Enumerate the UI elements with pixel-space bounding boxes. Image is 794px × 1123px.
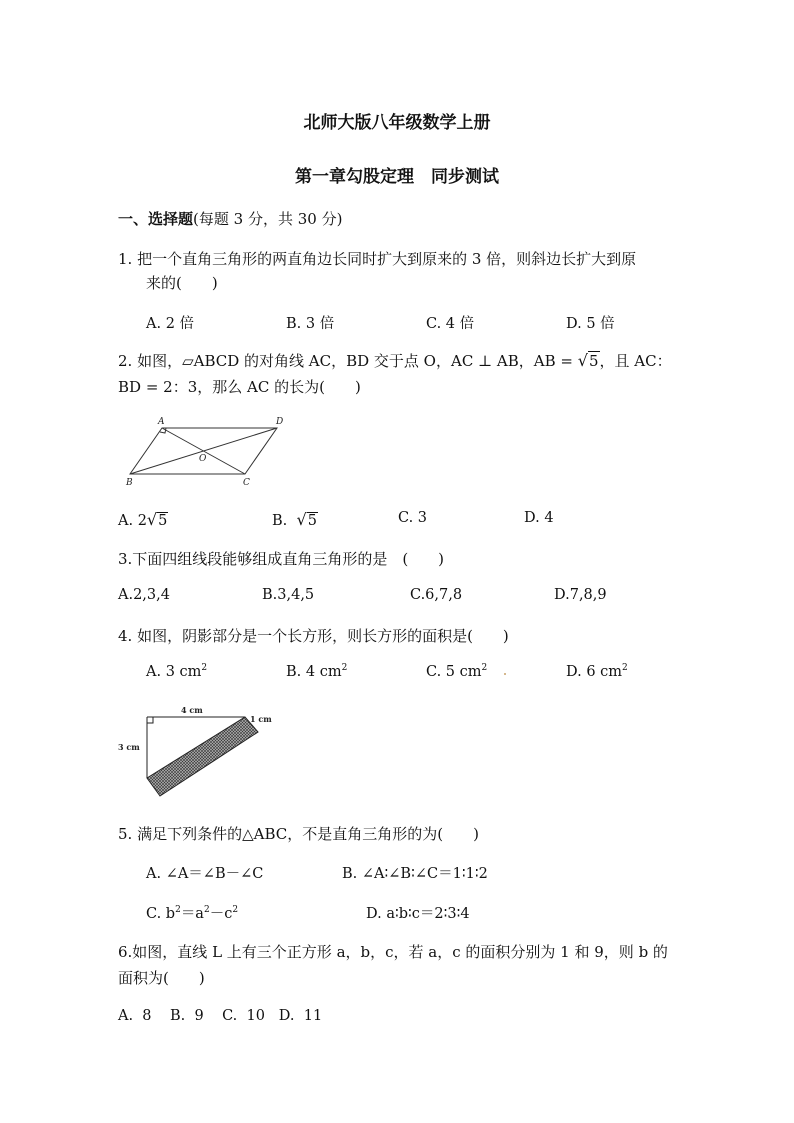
q2-option-a bbox=[118, 510, 168, 529]
q3-option-c: C.6,7,8 bbox=[410, 587, 463, 603]
q4-option-c-text: C. 5 cm bbox=[426, 664, 482, 680]
q6-options: A. 8 B. 9 C. 10 D. 11 bbox=[118, 1008, 323, 1024]
q3-text: 3.下面四组线段能够组成直角三角形的是 ( ) bbox=[118, 550, 445, 568]
right-angle-mark bbox=[147, 717, 153, 723]
q6-text-line1: 6.如图，直线 L 上有三个正方形 a，b，c，若 a，c 的面积分别为 1 和 9，则 b 的 bbox=[118, 943, 668, 961]
q5-option-c-mid: ＝a bbox=[180, 906, 204, 922]
q4-option-c bbox=[426, 663, 487, 680]
section-heading-label: 一、选择题 bbox=[118, 210, 194, 228]
q4-option-d-text: D. 6 cm bbox=[566, 664, 623, 680]
stray-mark bbox=[504, 673, 506, 675]
q1-text-line2: 来的( ) bbox=[146, 274, 218, 292]
section-heading-note: (每题 3 分，共 30 分) bbox=[193, 210, 343, 228]
label-c: C bbox=[243, 478, 250, 488]
q3-option-d: D.7,8,9 bbox=[554, 587, 607, 603]
q5-option-c-sup1: 2 bbox=[175, 905, 181, 915]
q5-option-c-pre: C. b bbox=[146, 906, 176, 922]
q2-line1-prefix: 2. 如图，▱ABCD 的对角线 AC，BD 交于点 O，AC ⊥ AB，AB = bbox=[118, 352, 573, 370]
sqrt-symbol: √5 bbox=[296, 510, 317, 529]
q5-text: 5. 满足下列条件的△ABC，不是直角三角形的为( ) bbox=[118, 825, 479, 843]
q4-option-b-text: B. 4 cm bbox=[286, 664, 342, 680]
q1-option-d: D. 5 倍 bbox=[566, 316, 615, 332]
q4-option-b bbox=[286, 663, 347, 680]
diagonal-bd bbox=[130, 428, 277, 474]
q4-option-c-sup: 2 bbox=[481, 663, 488, 673]
q4-option-a-sup: 2 bbox=[201, 663, 208, 673]
label-o: O bbox=[199, 454, 207, 464]
q3-option-b: B.3,4,5 bbox=[262, 587, 315, 603]
sqrt-symbol: √5 bbox=[577, 351, 599, 370]
q2-line1-suffix: ，且 AC： bbox=[599, 352, 672, 370]
label-3cm: 3 cm bbox=[118, 742, 140, 752]
label-4cm: 4 cm bbox=[181, 705, 203, 715]
label-1cm: 1 cm bbox=[250, 714, 272, 724]
q5-option-c bbox=[146, 902, 238, 923]
q1-option-b: B. 3 倍 bbox=[286, 316, 335, 332]
document-subtitle: 第一章勾股定理 同步测试 bbox=[295, 167, 499, 187]
section-heading bbox=[118, 208, 342, 229]
q2-option-d: D. 4 bbox=[524, 510, 554, 526]
q4-option-b-sup: 2 bbox=[341, 663, 348, 673]
q5-option-c-sup3: 2 bbox=[232, 905, 239, 915]
shaded-rectangle bbox=[147, 717, 258, 796]
q5-option-d: D. a∶b∶c＝2∶3∶4 bbox=[366, 906, 470, 922]
q2-option-b-radicand: 5 bbox=[307, 513, 317, 529]
label-b: B bbox=[126, 478, 133, 488]
q2-option-b bbox=[272, 510, 318, 529]
label-a: A bbox=[158, 417, 165, 427]
parallelogram-figure bbox=[120, 412, 300, 490]
q1-option-c: C. 4 倍 bbox=[426, 316, 475, 332]
q5-option-c-sup2: 2 bbox=[203, 905, 210, 915]
q1-option-a: A. 2 倍 bbox=[146, 316, 195, 332]
q2-option-c: C. 3 bbox=[398, 510, 428, 526]
q4-option-a-text: A. 3 cm bbox=[146, 664, 202, 680]
label-d: D bbox=[276, 417, 284, 427]
q2-radicand: 5 bbox=[588, 352, 599, 370]
q2-option-a-prefix: A. 2 bbox=[118, 513, 147, 529]
q2-option-a-radicand: 5 bbox=[158, 513, 168, 529]
q5-option-a: A. ∠A＝∠B－∠C bbox=[146, 866, 264, 882]
q4-option-d-sup: 2 bbox=[622, 663, 628, 673]
document-title: 北师大版八年级数学上册 bbox=[303, 113, 491, 133]
q1-text-line1: 1. 把一个直角三角形的两直角边长同时扩大到原来的 3 倍，则斜边长扩大到原 bbox=[118, 250, 637, 268]
q2-text-line2: BD = 2：3，那么 AC 的长为( ) bbox=[118, 378, 361, 396]
q4-option-d bbox=[566, 663, 628, 680]
q5-option-b: B. ∠A∶∠B∶∠C＝1∶1∶2 bbox=[342, 866, 488, 882]
q6-text-line2: 面积为( ) bbox=[118, 969, 205, 987]
q4-option-a bbox=[146, 663, 207, 680]
q2-text-line1 bbox=[118, 350, 672, 371]
q5-option-c-mid2: －c bbox=[209, 906, 233, 922]
q4-text: 4. 如图，阴影部分是一个长方形，则长方形的面积是( ) bbox=[118, 627, 509, 645]
q2-option-b-prefix: B. bbox=[272, 513, 288, 529]
shaded-rectangle-figure bbox=[112, 700, 282, 800]
q3-option-a: A.2,3,4 bbox=[118, 587, 170, 603]
sqrt-symbol: √5 bbox=[146, 510, 168, 529]
